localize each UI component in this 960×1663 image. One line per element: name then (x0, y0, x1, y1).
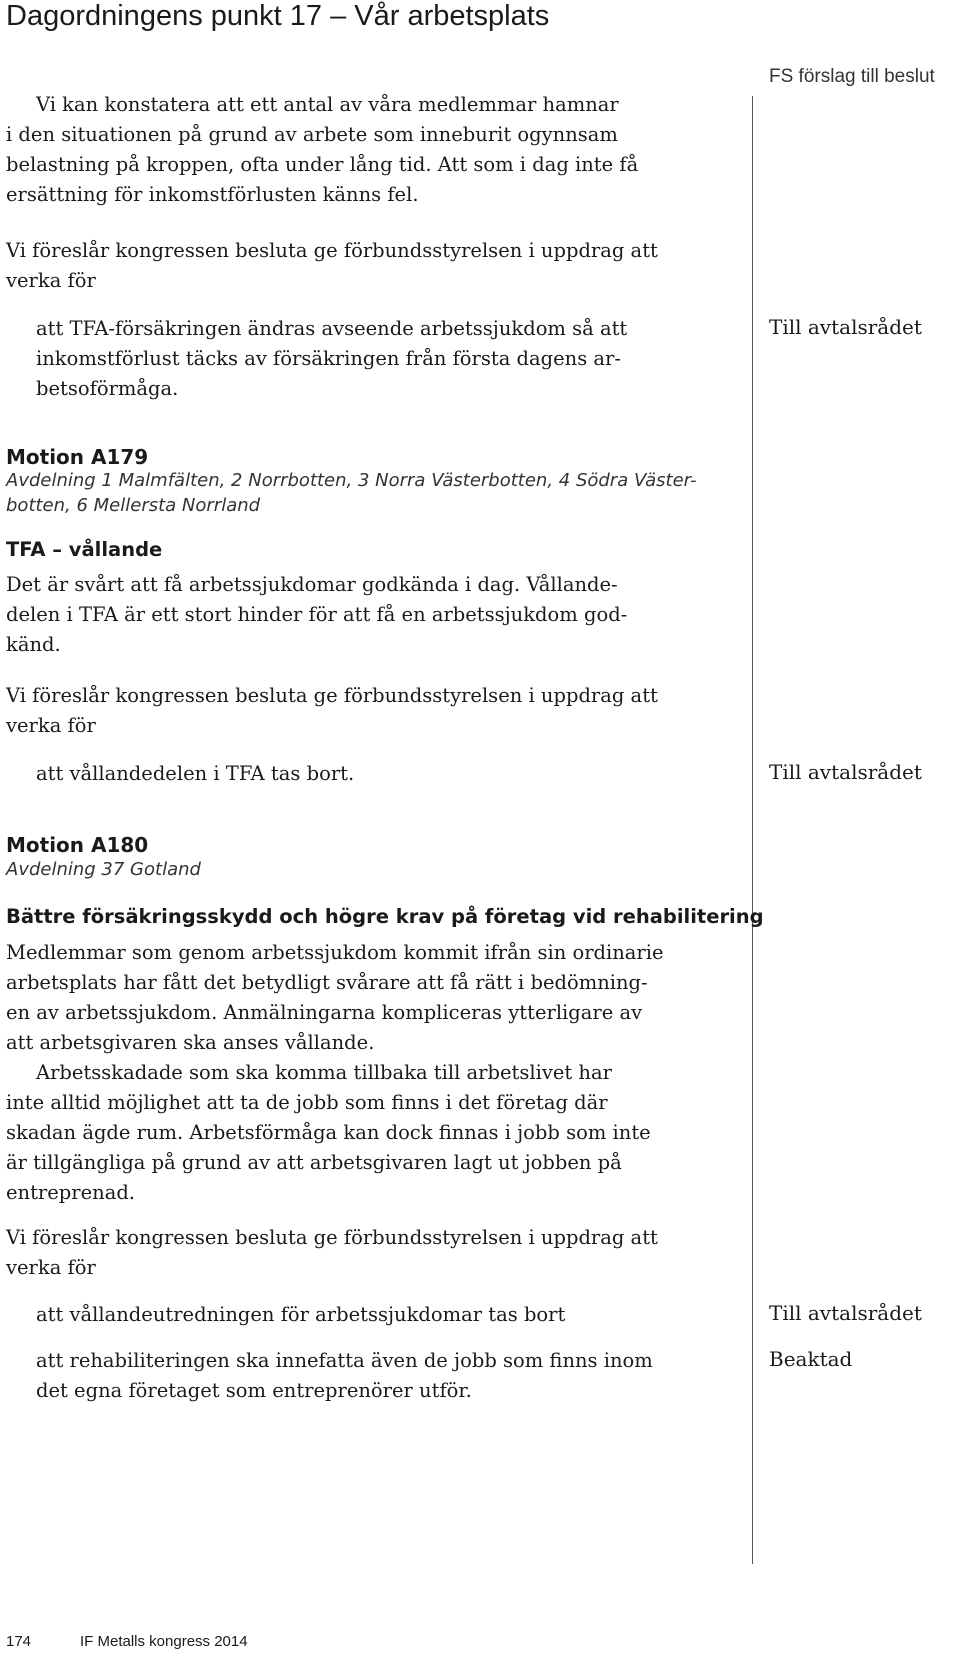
text-line: att rehabiliteringen ska innefatta även de jobb som finns inom (36, 1349, 653, 1372)
text-line: Vi föreslår kongressen besluta ge förbundsstyrelsen i uppdrag att (6, 239, 658, 262)
text-line: att arbetsgivaren ska anses vållande. (6, 1031, 375, 1054)
motion-a179-body (6, 570, 627, 660)
motion-a180-att-2 (36, 1346, 653, 1406)
intro-decision: Till avtalsrådet (769, 315, 922, 339)
text-line: Avdelning 1 Malmfälten, 2 Norrbotten, 3 Norra Västerbotten, 4 Södra Väster- (6, 470, 697, 491)
text-line: botten, 6 Mellersta Norrland (6, 495, 261, 516)
text-line: arbetsplats har fått det betydligt svårare att få rätt i bedömning- (6, 971, 648, 994)
text-line: Medlemmar som genom arbetssjukdom kommit ifrån sin ordinarie (6, 941, 664, 964)
page-title: Dagordningens punkt 17 – Vår arbetsplats (6, 0, 550, 32)
text-line: verka för (6, 1256, 96, 1279)
motion-a180-decision-1: Till avtalsrådet (769, 1301, 922, 1325)
text-line: ersättning för inkomstförlusten känns fel. (6, 183, 419, 206)
motion-a179-submitter (6, 468, 697, 518)
text-line: delen i TFA är ett stort hinder för att få en arbetssjukdom god- (6, 603, 628, 626)
motion-a179-decision: Till avtalsrådet (769, 760, 922, 784)
column-divider (752, 96, 753, 1564)
motion-a180-decision-2: Beaktad (769, 1347, 853, 1371)
text-line: skadan ägde rum. Arbetsförmåga kan dock finnas i jobb som inte (6, 1121, 651, 1144)
text-line: Vi kan konstatera att ett antal av våra medlemmar hamnar (36, 93, 619, 116)
text-line: Vi föreslår kongressen besluta ge förbundsstyrelsen i uppdrag att (6, 1226, 658, 1249)
motion-a180-heading: Motion A180 (6, 833, 149, 857)
intro-paragraph (6, 90, 638, 210)
text-line: Det är svårt att få arbetssjukdomar godkända i dag. Vållande- (6, 573, 618, 596)
text-line: verka för (6, 714, 96, 737)
text-line: verka för (6, 269, 96, 292)
motion-a179-heading: Motion A179 (6, 445, 149, 469)
motion-a180-body (6, 938, 664, 1208)
text-line: det egna företaget som entreprenörer utför. (36, 1379, 472, 1402)
text-line: Arbetsskadade som ska komma tillbaka till arbetslivet har (36, 1061, 612, 1084)
text-line: i den situationen på grund av arbete som inneburit ogynnsam (6, 123, 618, 146)
footer-publication: IF Metalls kongress 2014 (80, 1633, 248, 1650)
text-line: en av arbetssjukdom. Anmälningarna kompliceras ytterligare av (6, 1001, 643, 1024)
intro-proposal (6, 236, 658, 296)
text-line: inte alltid möjlighet att ta de jobb som finns i det företag där (6, 1091, 608, 1114)
text-line: inkomstförlust täcks av försäkringen från första dagens ar- (36, 347, 621, 370)
motion-a180-proposal (6, 1223, 658, 1283)
text-line: entreprenad. (6, 1181, 136, 1204)
text-line: att TFA-försäkringen ändras avseende arbetssjukdom så att (36, 317, 628, 340)
motion-a179-proposal (6, 681, 658, 741)
text-line: Vi föreslår kongressen besluta ge förbundsstyrelsen i uppdrag att (6, 684, 658, 707)
motion-a180-submitter: Avdelning 37 Gotland (6, 859, 201, 880)
motion-a180-title: Bättre försäkringsskydd och högre krav på företag vid rehabilitering (6, 905, 764, 928)
fs-proposal-header: FS förslag till beslut (769, 66, 935, 87)
text-line: belastning på kroppen, ofta under lång tid. Att som i dag inte få (6, 153, 639, 176)
intro-att-clause (36, 314, 627, 404)
text-line: är tillgängliga på grund av att arbetsgivaren lagt ut jobben på (6, 1151, 622, 1174)
motion-a179-att: att vållandedelen i TFA tas bort. (36, 762, 355, 785)
motion-a179-title: TFA – vållande (6, 538, 163, 561)
footer-page-number: 174 (6, 1633, 32, 1650)
motion-a180-att-1: att vållandeutredningen för arbetssjukdomar tas bort (36, 1303, 566, 1326)
text-line: betsoförmåga. (36, 377, 179, 400)
text-line: känd. (6, 633, 61, 656)
